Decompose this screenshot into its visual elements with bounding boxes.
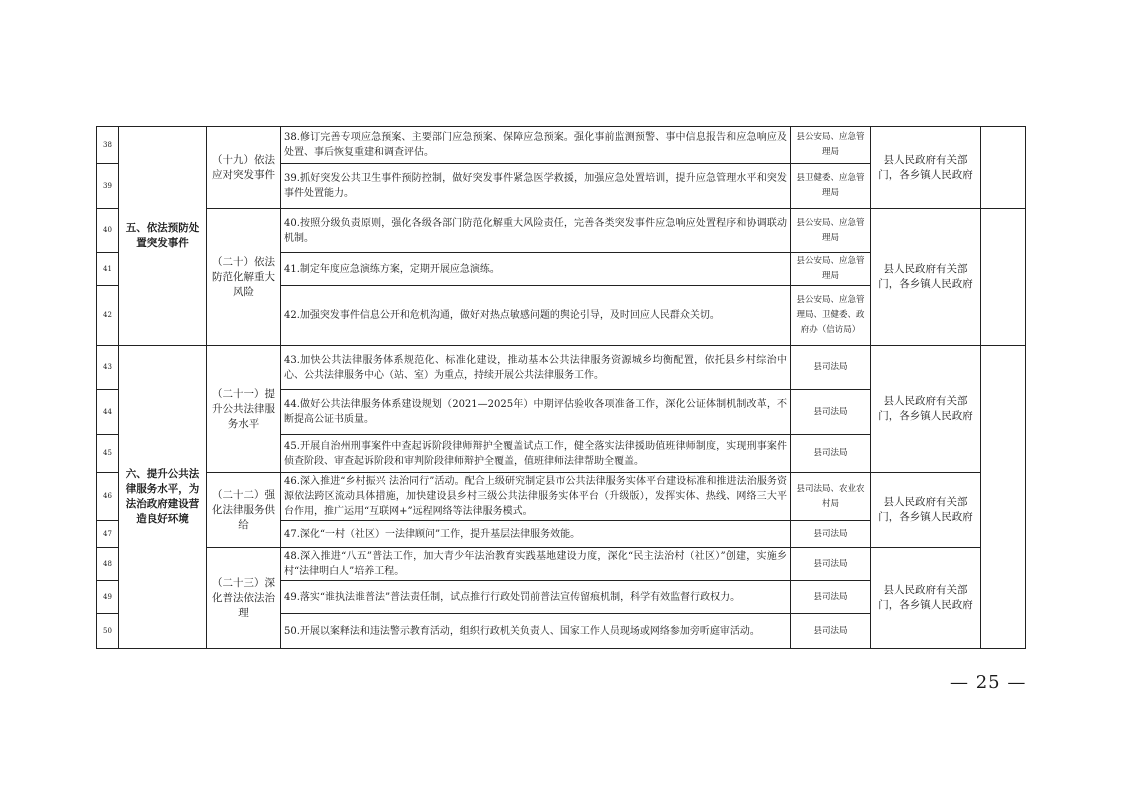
task-text: 41.制定年度应急演练方案，定期开展应急演练。 (281, 253, 791, 286)
table-row (97, 548, 1026, 581)
task-text: 45.开展自治州刑事案件中查起诉阶段律师辩护全覆盖试点工作，健全落实法律援助值班律师制度，实现刑事案件侦查阶段、审查起诉阶段和审判阶段律师辩护全覆盖，值班律师法律帮助全覆盖。 (281, 435, 791, 473)
subcategory-cell: （二十）依法防范化解重大风险 (207, 209, 281, 346)
responsible-unit: 县人民政府有关部门，各乡镇人民政府 (871, 548, 981, 649)
row-number: 47 (97, 521, 119, 548)
row-number: 38 (97, 127, 119, 164)
lead-unit: 县司法局 (791, 548, 871, 581)
page-number: — 25 — (950, 672, 1027, 693)
lead-unit: 县司法局 (791, 614, 871, 649)
blank-cell (981, 209, 1026, 346)
row-number: 40 (97, 209, 119, 253)
row-number: 48 (97, 548, 119, 581)
task-text: 44.做好公共法律服务体系建设规划（2021—2025年）中期评估验收各项准备工作，深化公证体制机制改革，不断提高公证书质量。 (281, 390, 791, 435)
responsible-unit: 县人民政府有关部门，各乡镇人民政府 (871, 127, 981, 209)
row-number: 49 (97, 581, 119, 614)
lead-unit: 县公安局、应急管理局 (791, 209, 871, 253)
row-number: 39 (97, 164, 119, 209)
row-number: 50 (97, 614, 119, 649)
task-text: 47.深化“一村（社区）一法律顾问”工作，提升基层法律服务效能。 (281, 521, 791, 548)
lead-unit: 县司法局 (791, 390, 871, 435)
subcategory-cell: （二十三）深化普法依法治理 (207, 548, 281, 649)
lead-unit: 县卫健委、应急管理局 (791, 164, 871, 209)
task-table (96, 126, 1026, 649)
lead-unit: 县公安局、应急管理局 (791, 127, 871, 164)
category-cell: 五、依法预防处置突发事件 (119, 127, 207, 346)
subcategory-cell: （十九）依法应对突发事件 (207, 127, 281, 209)
row-number: 44 (97, 390, 119, 435)
category-cell: 六、提升公共法律服务水平，为法治政府建设营造良好环境 (119, 346, 207, 649)
row-number: 41 (97, 253, 119, 286)
task-text: 46.深入推进“乡村振兴 法治同行”活动。配合上级研究制定县市公共法律服务实体平台建设标准和推进法治服务资源依法跨区流动具体措施，加快建设县乡村三级公共法律服务实体平台（升级版），发挥实体、热线、网络三大平台作用，推广运用“互联网+”远程网络等法律服务模式。 (281, 473, 791, 521)
row-number: 46 (97, 473, 119, 521)
responsible-unit: 县人民政府有关部门，各乡镇人民政府 (871, 473, 981, 548)
table-row (97, 473, 1026, 521)
table-row (97, 346, 1026, 390)
blank-cell (981, 127, 1026, 209)
subcategory-cell: （二十二）强化法律服务供给 (207, 473, 281, 548)
row-number: 45 (97, 435, 119, 473)
task-text: 43.加快公共法律服务体系规范化、标准化建设，推动基本公共法律服务资源城乡均衡配置，依托县乡村综治中心、公共法律服务中心（站、室）为重点，持续开展公共法律服务工作。 (281, 346, 791, 390)
task-text: 39.抓好突发公共卫生事件预防控制，做好突发事件紧急医学救援，加强应急处置培训，提升应急管理水平和突发事件处置能力。 (281, 164, 791, 209)
task-text: 40.按照分级负责原则，强化各级各部门防范化解重大风险责任，完善各类突发事件应急响应处置程序和协调联动机制。 (281, 209, 791, 253)
responsible-unit: 县人民政府有关部门，各乡镇人民政府 (871, 209, 981, 346)
blank-cell (981, 346, 1026, 649)
lead-unit: 县司法局 (791, 521, 871, 548)
task-text: 49.落实“谁执法谁普法”普法责任制，试点推行行政处罚前普法宣传留痕机制，科学有效监督行政权力。 (281, 581, 791, 614)
table-row (97, 127, 1026, 164)
task-text: 38.修订完善专项应急预案、主要部门应急预案、保障应急预案。强化事前监测预警、事中信息报告和应急响应及处置、事后恢复重建和调查评估。 (281, 127, 791, 164)
lead-unit: 县司法局 (791, 581, 871, 614)
row-number: 42 (97, 286, 119, 346)
responsible-unit: 县人民政府有关部门，各乡镇人民政府 (871, 346, 981, 473)
row-number: 43 (97, 346, 119, 390)
lead-unit: 县司法局 (791, 435, 871, 473)
task-text: 50.开展以案释法和违法警示教育活动，组织行政机关负责人、国家工作人员现场或网络参加旁听庭审活动。 (281, 614, 791, 649)
lead-unit: 县公安局、应急管理局、卫健委、政府办（信访局） (791, 286, 871, 346)
table-row (97, 209, 1026, 253)
lead-unit: 县公安局、应急管理局 (791, 253, 871, 286)
lead-unit: 县司法局 (791, 346, 871, 390)
task-text: 42.加强突发事件信息公开和危机沟通，做好对热点敏感问题的舆论引导，及时回应人民群众关切。 (281, 286, 791, 346)
lead-unit: 县司法局、农业农村局 (791, 473, 871, 521)
task-text: 48.深入推进“八五”普法工作，加大青少年法治教育实践基地建设力度，深化“民主法治村（社区）”创建，实施乡村“法律明白人”培养工程。 (281, 548, 791, 581)
subcategory-cell: （二十一）提升公共法律服务水平 (207, 346, 281, 473)
